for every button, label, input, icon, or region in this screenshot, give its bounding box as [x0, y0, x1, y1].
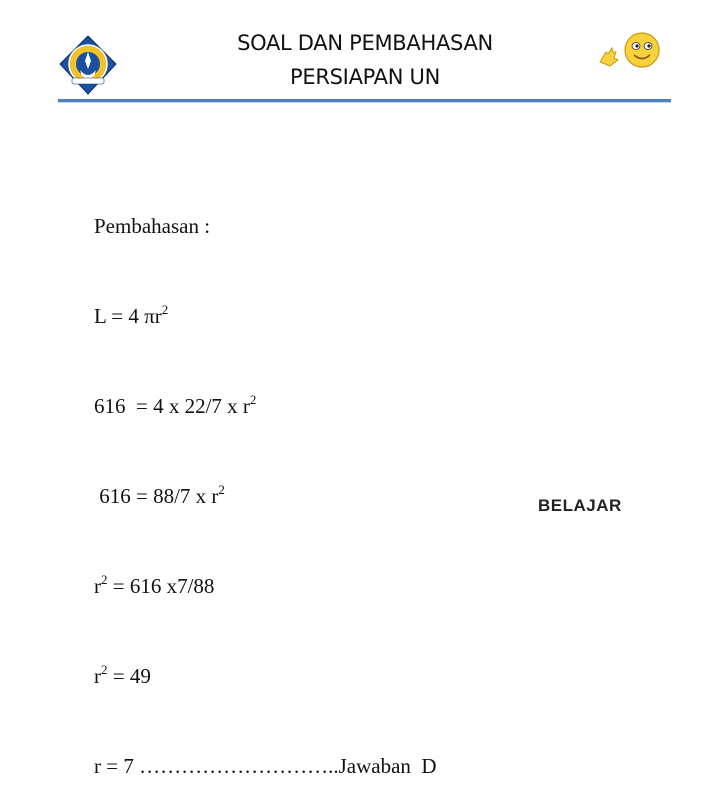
solution-line-3 [94, 481, 437, 511]
solution-line-2-exponent: 2 [249, 392, 257, 407]
solution-line-3-text: 616 = 88/7 x r [94, 484, 219, 508]
solution-line-4 [94, 571, 437, 601]
solution-line-4-rest: = 616 x7/88 [107, 574, 215, 598]
solution-line-1 [94, 301, 437, 331]
solution-line-5-exponent: 2 [101, 662, 108, 677]
page-title [140, 26, 590, 94]
title-line-1: SOAL DAN PEMBAHASAN [237, 31, 493, 55]
solution-heading: Pembahasan : [94, 214, 211, 238]
waving-smiley-icon [596, 30, 664, 76]
footer-brand: BELAJAR [538, 496, 622, 515]
solution-line-5 [94, 661, 437, 691]
solution-line-2-text: 616 = 4 x 22/7 x r [94, 394, 250, 418]
solution-line-5-rest: = 49 [107, 664, 151, 688]
title-line-2: PERSIAPAN UN [290, 65, 440, 89]
solution-line-1-text: L = 4 πr [94, 304, 162, 328]
solution-line-3-exponent: 2 [218, 482, 225, 497]
solution-text [94, 151, 437, 811]
solution-line-5-base: r [94, 664, 101, 688]
solution-line-4-base: r [94, 574, 101, 598]
solution-answer-line: r = 7 ………………………..Jawaban D [94, 754, 437, 778]
header-divider-shadow [58, 102, 671, 103]
solution-line-1-exponent: 2 [161, 302, 169, 317]
solution-line-4-exponent: 2 [101, 572, 108, 587]
tut-wuri-handayani-logo-icon [58, 34, 118, 96]
solution-line-2 [94, 391, 437, 421]
